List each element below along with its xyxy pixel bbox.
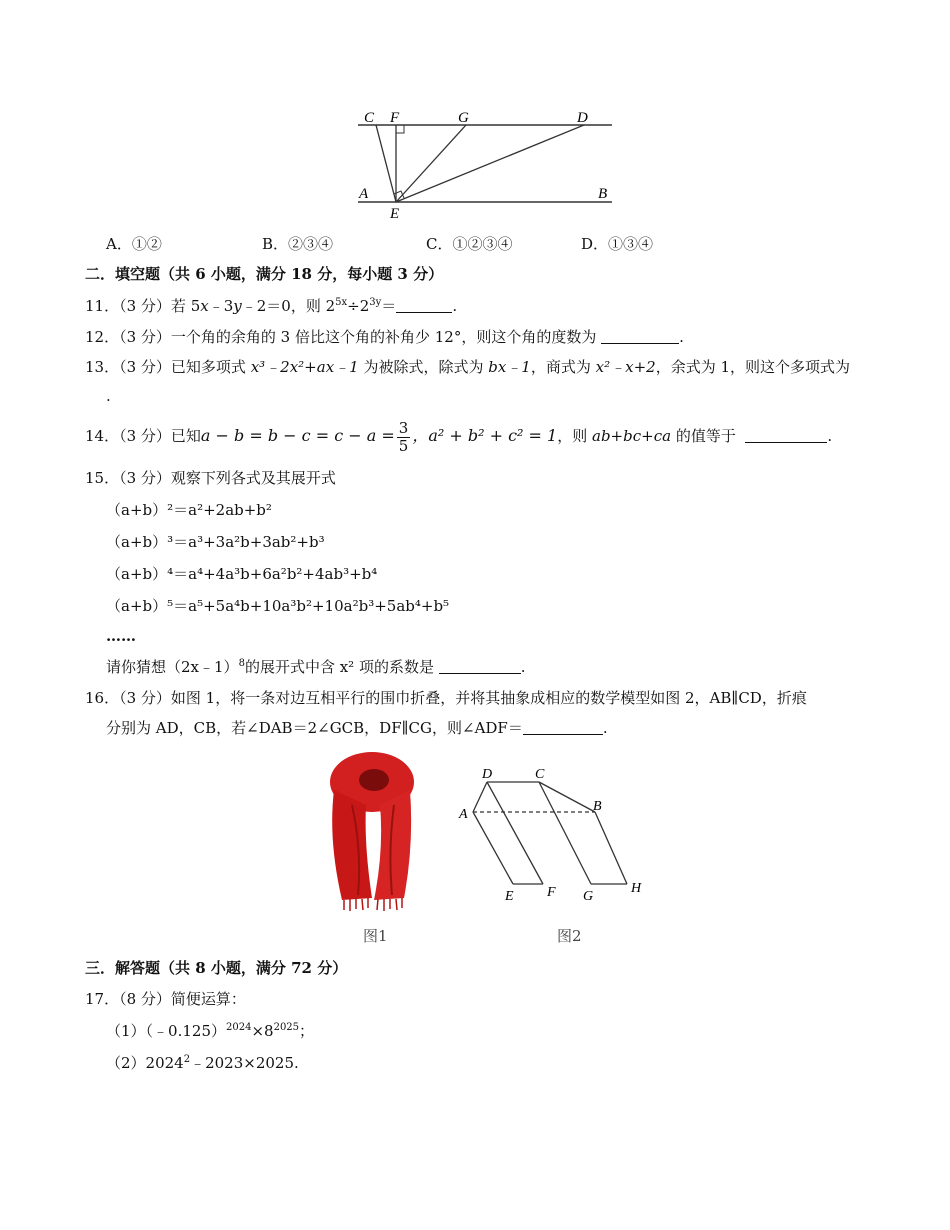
q17-part-2 bbox=[106, 1052, 299, 1074]
figure-2-caption: 图2 bbox=[557, 927, 582, 945]
scarf-fringe bbox=[344, 898, 402, 911]
q14-expr: ab+bc+ca bbox=[592, 427, 672, 445]
q13-divisor: bx﹣1 bbox=[488, 358, 531, 376]
q11-t: 5 bbox=[190, 297, 201, 315]
q15-guess-exp: 8 bbox=[238, 658, 245, 669]
q11-number: 11． bbox=[85, 297, 120, 315]
q17-p2-b: ﹣2023×2025. bbox=[190, 1054, 299, 1072]
q17-p1-a: （1）（﹣0.125） bbox=[106, 1022, 226, 1040]
q14-eq2: ，a² + b² + c² = 1 bbox=[412, 426, 558, 445]
q13-text-a: （3 分）已知多项式 bbox=[119, 358, 251, 376]
q15-guess-b: 的展开式中含 x² 项的系数是 bbox=[244, 658, 434, 676]
q17-p1-b: ×8 bbox=[251, 1022, 274, 1040]
label-e: E bbox=[390, 206, 400, 222]
question-14: 14．（3 分）已知a − b = b − c = c − a = $\frac{3}{5}$ ，a² + b² + c² = 1，则 ab+bc+ca 的值等于 . bbox=[85, 418, 833, 455]
q14-text-b: ，则 bbox=[557, 427, 593, 445]
q15-answer-blank[interactable] bbox=[439, 659, 521, 674]
q11-exp2: 3y bbox=[369, 297, 382, 308]
right-angle-mark-f bbox=[396, 125, 404, 133]
fig2-label-d: D bbox=[482, 767, 493, 782]
segment-de bbox=[396, 125, 584, 202]
question-11: 11．（3 分）若 5x﹣3y﹣2＝0，则 $2^{5x}\div 2^{3y}=$ . bbox=[85, 297, 458, 315]
q16-line-2-wrap: 分别为 AD，CB，若∠DAB＝2∠GCB，DF∥CG，则∠ADF＝ . bbox=[106, 719, 608, 737]
figure-1-caption: 图1 bbox=[363, 927, 388, 945]
q11-score: （3 分）若 bbox=[119, 297, 191, 315]
label-d: D bbox=[577, 110, 588, 126]
segment-df bbox=[487, 782, 543, 884]
scarf-hole bbox=[359, 769, 389, 791]
q15-expansion-3: （a+b）⁴＝a⁴+4a³b+6a²b²+4ab³+b⁴ bbox=[106, 565, 378, 583]
segment-bh bbox=[595, 812, 627, 884]
label-f: F bbox=[390, 110, 400, 126]
q15-expansion-1: （a+b）²＝a²+2ab+b² bbox=[106, 501, 272, 519]
q17-p2-exp: 2 bbox=[183, 1054, 191, 1065]
q14-text-c: 的值等于 bbox=[671, 427, 736, 445]
fig2-label-h: H bbox=[631, 881, 642, 896]
question-13 bbox=[85, 356, 850, 378]
q15-expansion-2: （a+b）³＝a³+3a²b+3ab²+b³ bbox=[106, 533, 325, 551]
segment-ae bbox=[473, 812, 513, 884]
q17-p1-exp1: 2024 bbox=[226, 1022, 252, 1033]
label-a: A bbox=[359, 186, 369, 202]
option-d[interactable]: D．①③④ bbox=[581, 235, 654, 253]
q13-number: 13． bbox=[85, 358, 120, 376]
fig2-label-e: E bbox=[505, 889, 514, 904]
q13-text-d: ，余式为 1，则这个多项式为 bbox=[655, 358, 851, 376]
q17-p1-exp2: 2025 bbox=[273, 1022, 300, 1033]
q14-frac-num: 3 bbox=[398, 418, 409, 437]
q15-ellipsis: …… bbox=[106, 627, 136, 645]
option-c[interactable]: C．①②③④ bbox=[426, 235, 513, 253]
option-a[interactable]: A．①② bbox=[106, 235, 162, 253]
q14-frac-den: 5 bbox=[398, 436, 409, 455]
label-g: G bbox=[458, 110, 469, 126]
q13-poly: x³﹣2x²+ax﹣1 bbox=[250, 358, 359, 376]
question-16 bbox=[85, 687, 807, 709]
q16-number: 16． bbox=[85, 689, 120, 707]
question-12: 12．（3 分）一个角的余角的 3 倍比这个角的补角少 12°，则这个角的度数为 . bbox=[85, 328, 684, 346]
segment-ge bbox=[396, 125, 466, 202]
segment-cg bbox=[539, 782, 591, 884]
q14-eq1: a − b = b − c = c − a = bbox=[200, 426, 395, 445]
fig2-label-g: G bbox=[583, 889, 594, 904]
question-17 bbox=[85, 988, 246, 1010]
q15-guess-a: 请你猜想（2x﹣1） bbox=[106, 658, 239, 676]
q11-t3: ﹣2＝0，则 2 bbox=[241, 297, 336, 315]
fig2-label-c: C bbox=[535, 767, 545, 782]
figure-1-scarf-image bbox=[322, 750, 422, 915]
q16-line-1: （3 分）如图 1，将一条对边互相平行的围巾折叠，并将其抽象成相应的数学模型如图 2，AB∥CD，折痕 bbox=[119, 689, 807, 707]
q11-exp1: 5x bbox=[335, 297, 348, 308]
q17-p1-c: ； bbox=[299, 1022, 315, 1040]
q11-t2: ﹣3 bbox=[208, 297, 234, 315]
q11-var-y: y bbox=[233, 297, 242, 315]
q11-t4: ÷2 bbox=[347, 297, 370, 315]
fig2-label-a: A bbox=[459, 807, 468, 822]
question-15 bbox=[85, 467, 336, 489]
fig2-label-f: F bbox=[547, 885, 556, 900]
q11-t5: ＝ bbox=[381, 297, 397, 315]
section-2-title: 二．填空题（共 6 小题，满分 18 分，每小题 3 分） bbox=[85, 265, 444, 283]
q14-fraction bbox=[397, 420, 411, 455]
q13-line-2: . bbox=[106, 387, 111, 405]
q14-answer-blank[interactable] bbox=[745, 428, 827, 443]
q17-number: 17． bbox=[85, 990, 120, 1008]
q11-var-x: x bbox=[200, 297, 209, 315]
q17-text: （8 分）简便运算： bbox=[119, 990, 246, 1008]
q15-number: 15． bbox=[85, 469, 120, 487]
figure-2-fold-model bbox=[455, 760, 655, 910]
q13-quotient: x²﹣x+2 bbox=[595, 358, 656, 376]
q15-text: （3 分）观察下列各式及其展开式 bbox=[119, 469, 336, 487]
segment-da bbox=[473, 782, 487, 812]
q16-line-2: 分别为 AD，CB，若∠DAB＝2∠GCB，DF∥CG，则∠ADF＝ bbox=[106, 719, 523, 737]
q15-expansion-4: （a+b）⁵＝a⁵+5a⁴b+10a³b²+10a²b³+5ab⁴+b⁵ bbox=[106, 597, 450, 615]
segment-cb bbox=[539, 782, 595, 812]
label-c: C bbox=[364, 110, 375, 126]
section-3-title: 三．解答题（共 8 小题，满分 72 分） bbox=[85, 959, 348, 977]
q14-text-a: （3 分）已知 bbox=[119, 427, 201, 445]
figure-parallel-lines bbox=[350, 105, 620, 225]
q17-p2-a: （2）2024 bbox=[106, 1054, 184, 1072]
q12-answer-blank[interactable] bbox=[601, 329, 679, 344]
segment-ce bbox=[376, 125, 396, 202]
fig2-label-b: B bbox=[593, 799, 602, 814]
q13-text-c: ，商式为 bbox=[530, 358, 596, 376]
q11-answer-blank[interactable] bbox=[396, 298, 452, 313]
q17-part-1 bbox=[106, 1020, 314, 1042]
q13-text-b: 为被除式，除式为 bbox=[358, 358, 489, 376]
label-b: B bbox=[598, 186, 608, 202]
option-b[interactable]: B．②③④ bbox=[262, 235, 334, 253]
q12-text: （3 分）一个角的余角的 3 倍比这个角的补角少 12°，则这个角的度数为 bbox=[119, 328, 597, 346]
q14-number: 14． bbox=[85, 427, 120, 445]
q16-answer-blank[interactable] bbox=[523, 720, 603, 735]
q15-guess: 请你猜想（2x﹣1）$^8$的展开式中含 x² 项的系数是 . bbox=[106, 658, 526, 676]
q12-number: 12． bbox=[85, 328, 120, 346]
